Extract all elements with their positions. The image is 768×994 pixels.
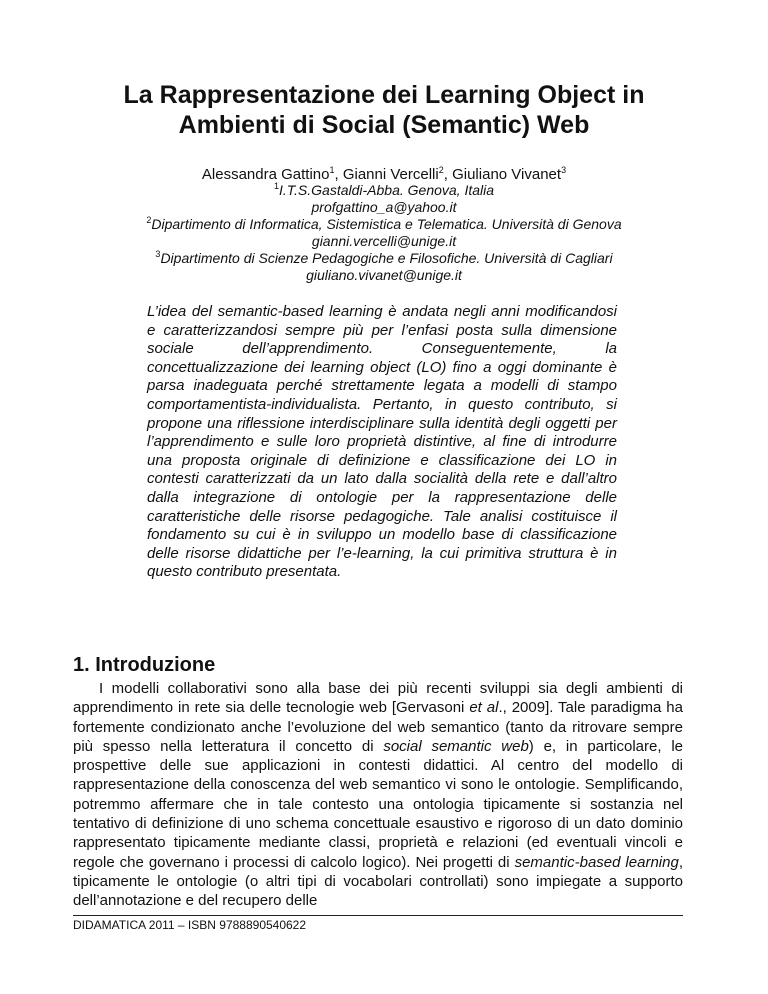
body-emphasis-3: semantic-based learning	[514, 853, 679, 871]
affiliation-1-email: profgattino_a@yahoo.it	[311, 199, 457, 215]
affiliation-2-email: gianni.vercelli@unige.it	[311, 233, 457, 249]
affiliation-2-text: Dipartimento di Informatica, Sistemistica e Telematica. Università di Genova	[151, 216, 622, 232]
body-emphasis-1: et al	[469, 699, 499, 717]
author-3-sup: 3	[561, 165, 567, 175]
affiliation-3-sup: 3	[155, 249, 161, 259]
author-2-sup: 2	[438, 165, 444, 175]
body-text-3: ) e, in particolare, le prospettive delle sue applicazioni in contesti didattici. Al centro del modello di rappresentazione della conoscenza del web semantico vi sono le ontologie. Semplificando, potremmo affermare che in tale contesto una ontologia tipicamente si sostanzia nel tentativo di definizione di uno schema concettuale esaustivo e rigoroso di un dato dominio rappresentato tipicamente mediante classi, proprietà e relazioni (ed eventuali vincoli e regole che governano i processi di calcolo logico). Nei progetti di	[73, 737, 683, 871]
body-emphasis-2: social semantic web	[383, 737, 529, 755]
author-1-name: Alessandra Gattino	[201, 166, 330, 183]
section-heading: 1. Introduzione	[73, 654, 216, 676]
body-text-4: , tipicamente le ontologie (o altri tipi di vocabolari controllati) sono impiegate a supporto dell’annotazione e del recupero delle	[73, 853, 683, 910]
abstract: L’idea del semantic-based learning è andata negli anni modificandosi e caratterizzandosi sempre più per l’enfasi posta sulla dimensione sociale dell’apprendimento. Conseguentemente, la concettualizzazione dei learning object (LO) fino a oggi dominante è parsa inadeguata perché strettamente legata a modelli di stampo comportamentista-individualista. Pertanto, in questo contributo, si propone una riflessione interdisciplinare sulla identità degli oggetti per l’apprendimento e sulle loro proprietà distintive, al fine di introdurre una proposta originale di definizione e classificazione dei LO in contesti caratterizzati da un lato dalla socialità della rete e dall’altro dalla integrazione di ontologie per la rappresentazione delle caratteristiche delle risorse pedagogiche. Tale analisi costituisce il fondamento su cui è in sviluppo un modello base di classificazione delle risorse didattiche per l’e-learning, la cui primitiva struttura è in questo contributo presentata.	[147, 303, 617, 581]
paper-title: La Rappresentazione dei Learning Object in Ambienti di Social (Semantic) Web	[123, 81, 645, 139]
affiliation-1-text: I.T.S.Gastaldi-Abba. Genova, Italia	[278, 182, 495, 198]
affiliation-1	[0, 182, 768, 199]
affiliation-1-sup: 1	[273, 181, 279, 191]
author-separator: ,	[334, 166, 343, 183]
author-2-name: Gianni Vercelli	[342, 166, 439, 183]
body-text-1: I modelli collaborativi sono alla base dei più recenti sviluppi sia degli ambienti di apprendimento in rete sia delle tecnologie web [Gervasoni	[73, 680, 683, 717]
affiliation-2	[0, 216, 768, 233]
footer-rule	[73, 915, 683, 916]
body-paragraph	[73, 679, 683, 911]
author-separator: ,	[443, 166, 453, 183]
affiliation-2-sup: 2	[146, 215, 152, 225]
affiliation-3	[0, 250, 768, 267]
footer-text: DIDAMATICA 2011 – ISBN 9788890540622	[73, 918, 307, 932]
author-1-sup: 1	[329, 165, 335, 175]
affiliation-3-text: Dipartimento di Scienze Pedagogiche e Filosofiche. Università di Cagliari	[160, 250, 613, 266]
author-3-name: Giuliano Vivanet	[452, 166, 562, 183]
body-text-2: ., 2009]. Tale paradigma ha fortemente condizionato anche l’evoluzione del web semantico (tanto da ritrovare sempre più spesso nella letteratura il concetto di	[73, 699, 683, 755]
affiliation-3-email: giuliano.vivanet@unige.it	[306, 267, 462, 283]
